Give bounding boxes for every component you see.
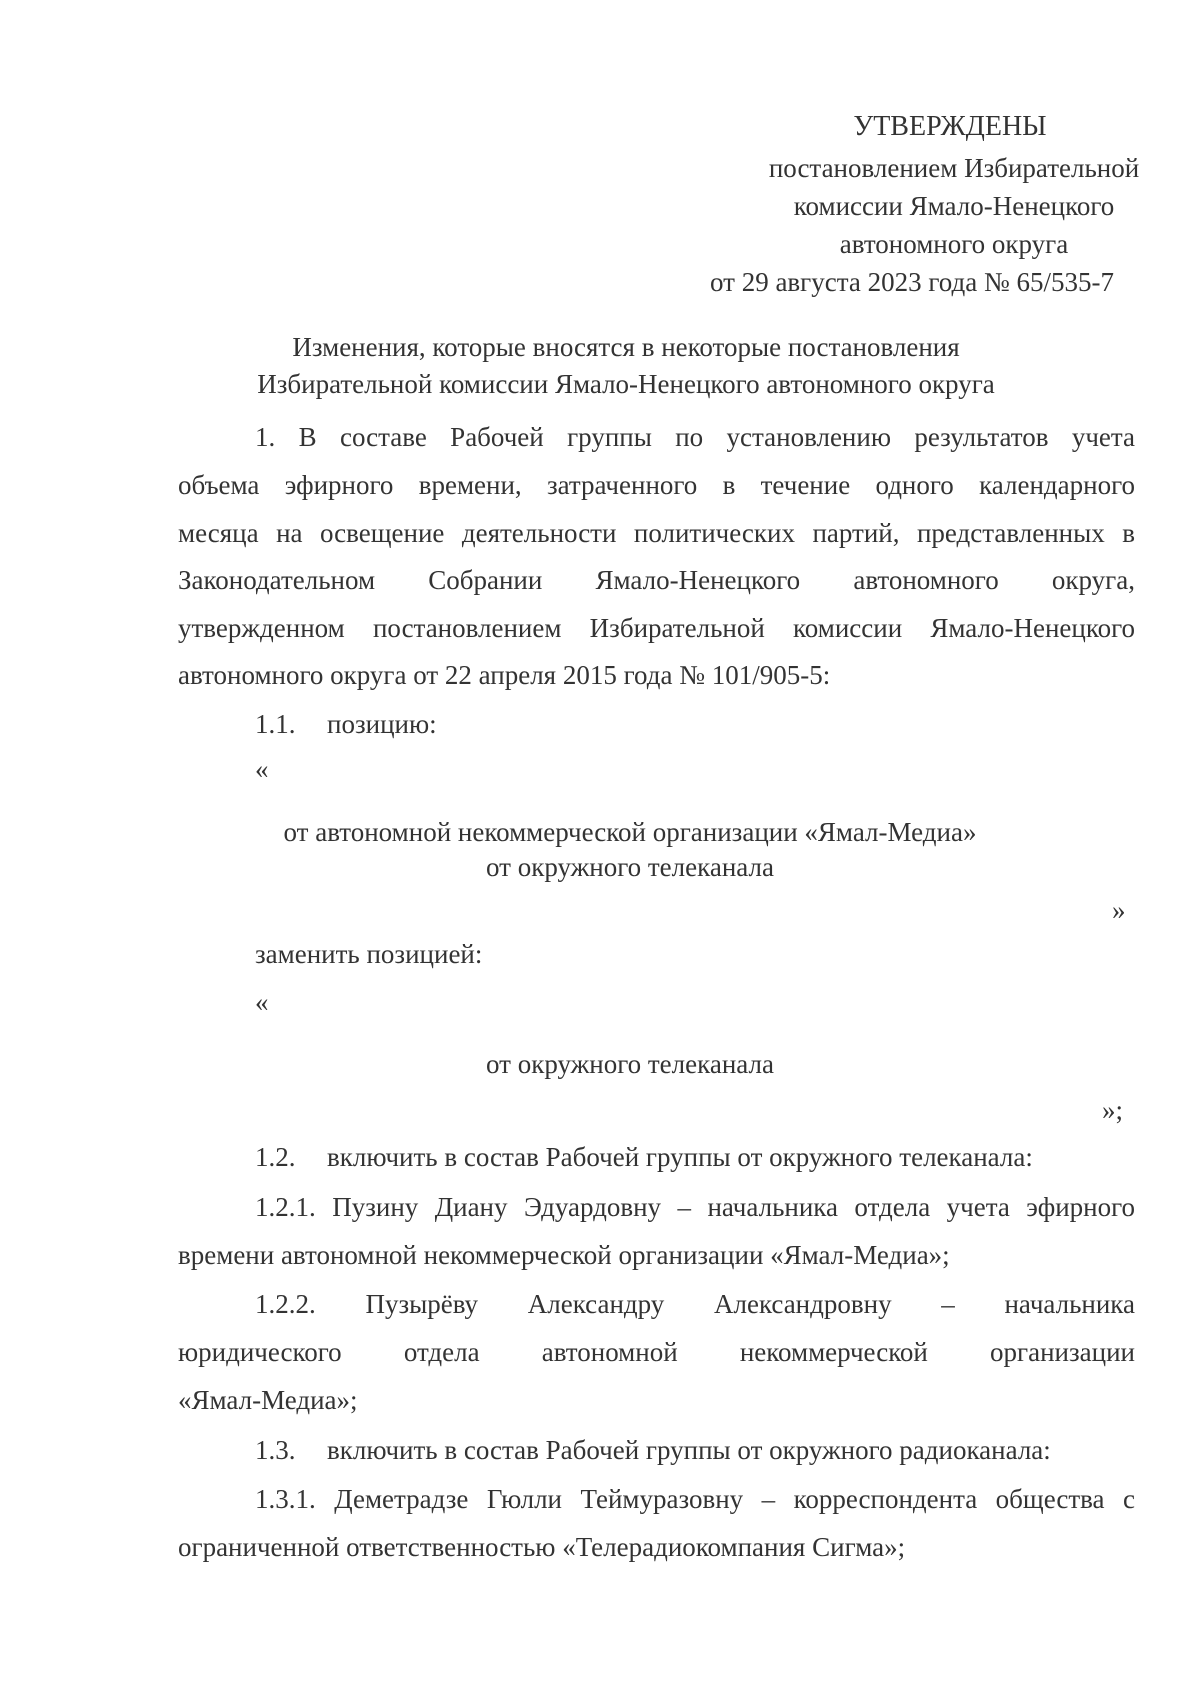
item1-line-4: Законодательном Собрании Ямало-Ненецкого автономного округа,	[178, 565, 1135, 595]
item1-2-1-line-2: времени автономной некоммерческой организации «Ямал-Медиа»;	[178, 1240, 950, 1270]
approval-line-3: автономного округа	[839, 229, 1069, 259]
approval-heading: УТВЕРЖДЕНЫ	[853, 111, 1047, 142]
approval-line-1: постановлением Избирательной	[768, 153, 1140, 183]
close-quote-2: »;	[1102, 1095, 1124, 1125]
item1-1-text: позицию:	[327, 709, 437, 739]
item1-line-5: утвержденном постановлением Избирательной комиссии Ямало-Ненецкого	[178, 613, 1135, 643]
item1-line-6: автономного округа от 22 апреля 2015 года № 101/905-5:	[178, 660, 831, 690]
approval-line-4: от 29 августа 2023 года № 65/535-7	[710, 267, 1114, 297]
approval-line-2: комиссии Ямало-Ненецкого	[793, 191, 1115, 221]
new-position-line-1: от окружного телеканала	[486, 1049, 774, 1079]
replace-label: заменить позицией:	[255, 939, 483, 969]
close-quote-1: »	[1112, 895, 1126, 925]
document-title-line-2: Избирательной комиссии Ямало-Ненецкого автономного округа	[257, 369, 995, 399]
item1-2-2-line-3: «Ямал-Медиа»;	[178, 1385, 358, 1415]
item1-3-1-line-1: 1.3.1. Деметрадзе Гюлли Теймуразовну – корреспондента общества с	[255, 1484, 1135, 1514]
item1-1-number: 1.1.	[255, 709, 296, 739]
open-quote-1: «	[255, 754, 269, 784]
item1-3-number: 1.3.	[255, 1435, 296, 1465]
item1-2-text: включить в состав Рабочей группы от окружного телеканала:	[327, 1142, 1033, 1172]
item1-line-3: месяца на освещение деятельности политических партий, представленных в	[178, 518, 1135, 548]
item1-2-1-line-1: 1.2.1. Пузину Диану Эдуардовну – начальника отдела учета эфирного	[255, 1192, 1135, 1222]
item1-2-2-line-1: 1.2.2. Пузырёву Александру Александровну – начальника	[255, 1289, 1135, 1319]
item1-line-1: 1. В составе Рабочей группы по установлению результатов учета	[255, 422, 1135, 452]
open-quote-2: «	[255, 987, 269, 1017]
old-position-line-1: от автономной некоммерческой организации «Ямал-Медиа»	[283, 817, 977, 847]
document-title-line-1: Изменения, которые вносятся в некоторые постановления	[292, 332, 960, 362]
item1-line-2: объема эфирного времени, затраченного в течение одного календарного	[178, 470, 1135, 500]
item1-2-2-line-2: юридического отдела автономной некоммерческой организации	[178, 1337, 1135, 1367]
item1-2-number: 1.2.	[255, 1142, 296, 1172]
item1-3-1-line-2: ограниченной ответственностью «Телерадиокомпания Сигма»;	[178, 1532, 906, 1562]
old-position-line-2: от окружного телеканала	[486, 852, 774, 882]
item1-3-text: включить в состав Рабочей группы от окружного радиоканала:	[327, 1435, 1051, 1465]
